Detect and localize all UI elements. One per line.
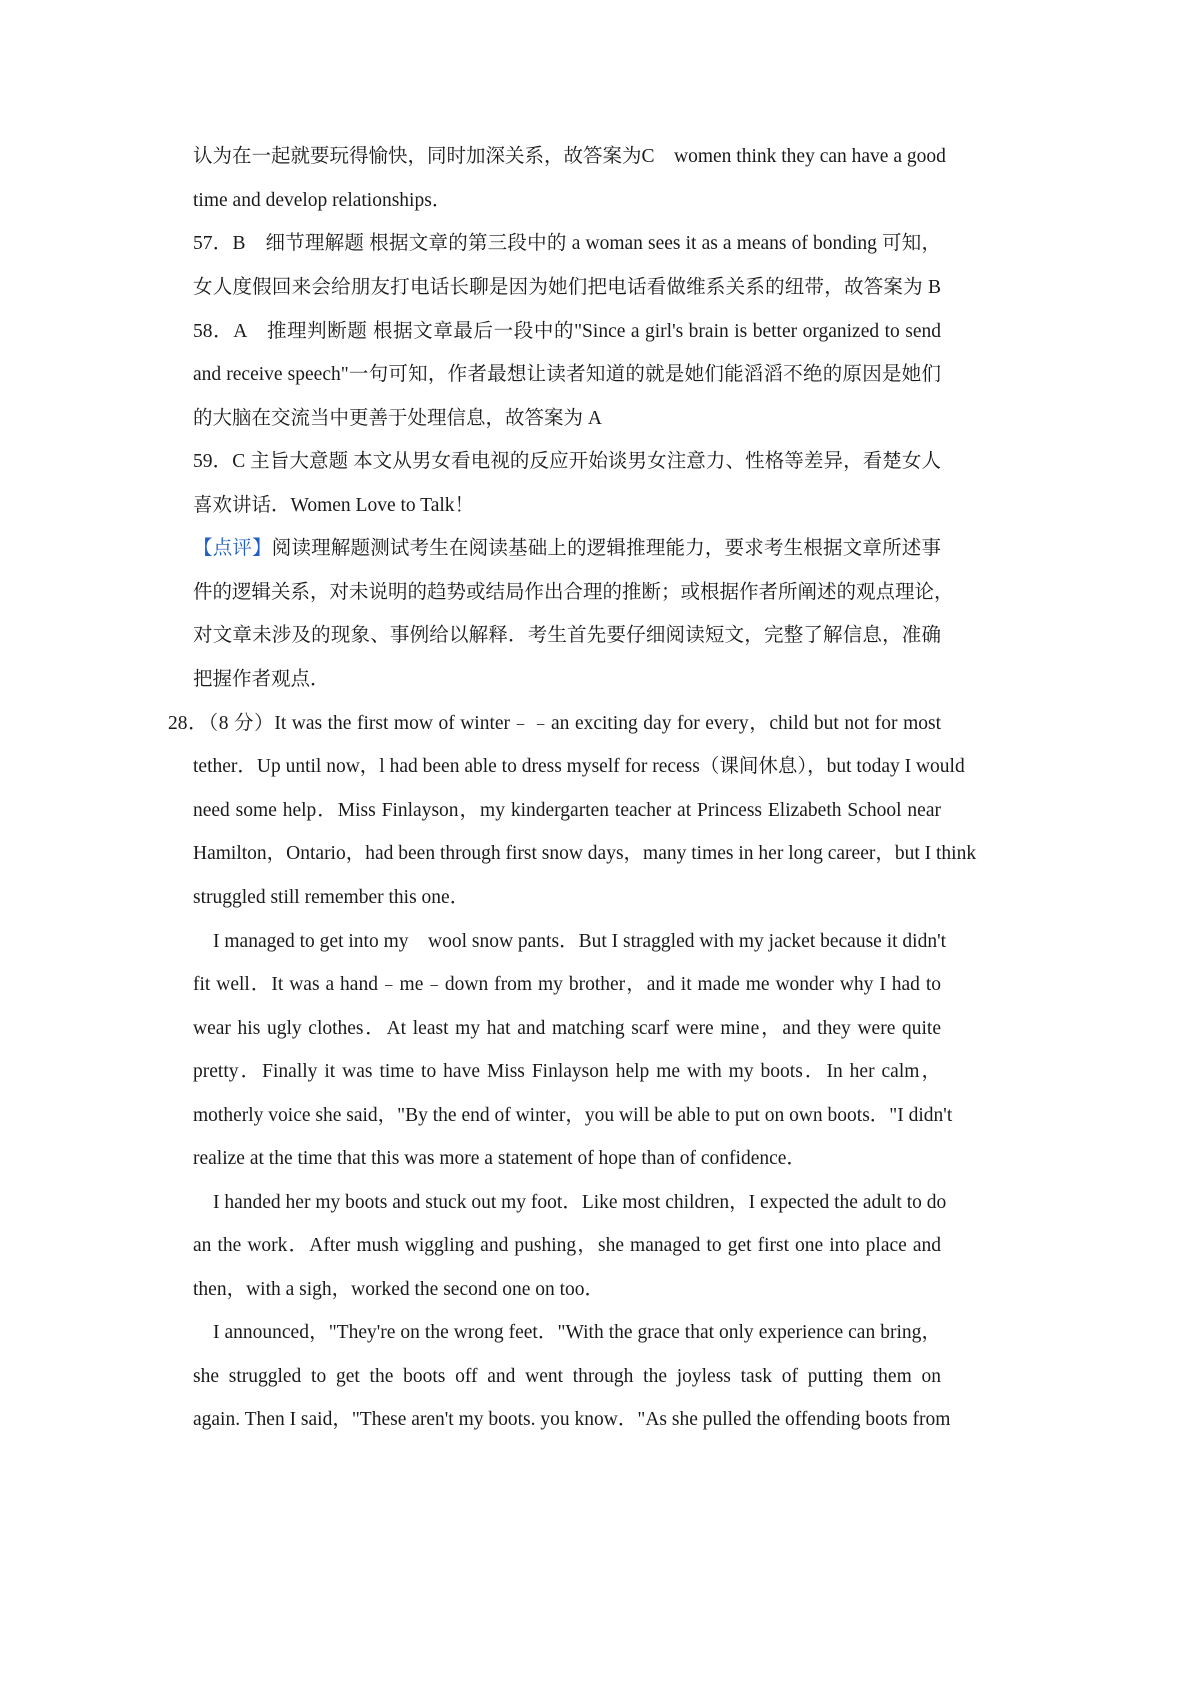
- question-28-line: need some help．Miss Finlayson，my kindergarten teacher at Princess Elizabeth School near: [193, 800, 941, 821]
- question-28-line: struggled still remember this one．: [193, 887, 470, 908]
- passage-line: fit well．It was a hand﹣me﹣down from my brother，and it made me wonder why I had to: [193, 974, 941, 995]
- answer-58-line: 58．A 推理判断题 根据文章最后一段中的"Since a girl's brain is better organized to send: [193, 321, 941, 342]
- question-28-line: 28．（8 分）It was the first mow of winter﹣﹣an exciting day for every，child but not for most: [168, 713, 941, 734]
- answer-58-line: and receive speech"一句可知，作者最想让读者知道的就是她们能滔滔不绝的原因是她们: [193, 364, 941, 385]
- answer-57-line: 57．B 细节理解题 根据文章的第三段中的 a woman sees it as a means of bonding 可知，: [193, 233, 941, 254]
- answer-59-line: 喜欢讲话．Women Love to Talk！: [193, 495, 475, 516]
- passage-line: motherly voice she said，"By the end of winter，you will be able to put on own boots．"I didn't: [193, 1105, 953, 1126]
- answer-line: time and develop relationships．: [193, 190, 452, 211]
- passage-line: pretty．Finally it was time to have Miss Finlayson help me with my boots．In her calm，: [193, 1061, 941, 1082]
- question-28-line: tether．Up until now，l had been able to dress myself for recess（课间休息），but today I would: [193, 756, 965, 777]
- passage-line: I managed to get into my wool snow pants．But I straggled with my jacket because it didn't: [213, 931, 947, 952]
- comment-text: 阅读理解题测试考生在阅读基础上的逻辑推理能力，要求考生根据文章所述事: [271, 538, 941, 559]
- passage-line: wear his ugly clothes．At least my hat and matching scarf were mine，and they were quite: [193, 1018, 941, 1039]
- passage-line: I handed her my boots and stuck out my foot．Like most children，I expected the adult to do: [213, 1192, 947, 1213]
- answer-58-line: 的大脑在交流当中更善于处理信息，故答案为 A: [193, 408, 602, 429]
- passage-line: realize at the time that this was more a statement of hope than of confidence．: [193, 1148, 806, 1169]
- answer-57-line: 女人度假回来会给朋友打电话长聊是因为她们把电话看做维系关系的纽带，故答案为 B: [193, 277, 941, 298]
- passage-line: again. Then I said，"These aren't my boots. you know．"As she pulled the offending boots from: [193, 1409, 951, 1430]
- passage-line: an the work．After mush wiggling and pushing，she managed to get first one into place and: [193, 1235, 941, 1256]
- comment-line: 把握作者观点．: [193, 669, 330, 690]
- answer-line: 认为在一起就要玩得愉快，同时加深关系，故答案为C women think they can have a good: [193, 146, 946, 167]
- comment-line: [193, 534, 941, 564]
- comment-line: 件的逻辑关系，对未说明的趋势或结局作出合理的推断；或根据作者所阐述的观点理论，: [193, 582, 954, 603]
- answer-59-line: 59．C 主旨大意题 本文从男女看电视的反应开始谈男女注意力、性格等差异，看楚女人: [193, 451, 941, 472]
- question-28-line: Hamilton，Ontario，had been through first snow days，many times in her long career，but I think: [193, 843, 977, 864]
- passage-line: she struggled to get the boots off and went through the joyless task of putting them on: [193, 1366, 941, 1387]
- passage-line: I announced，"They're on the wrong feet．"With the grace that only experience can bring，: [213, 1322, 941, 1343]
- comment-tag: 【点评】: [193, 538, 272, 559]
- passage-line: then，with a sigh，worked the second one on too．: [193, 1279, 605, 1300]
- comment-line: 对文章未涉及的现象、事例给以解释．考生首先要仔细阅读短文，完整了解信息，准确: [193, 625, 941, 646]
